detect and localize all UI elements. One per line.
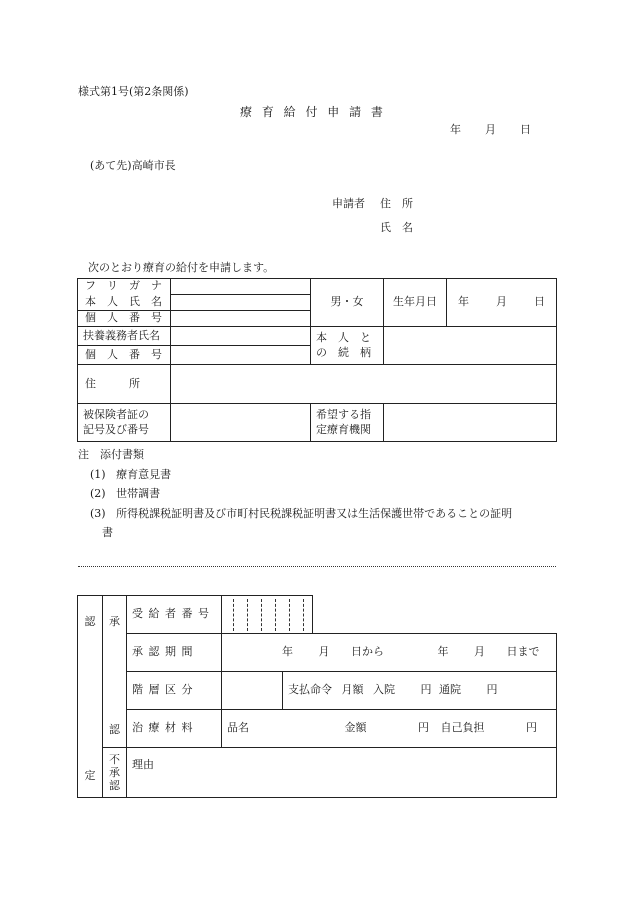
insurance-label: 被保険者証の 記号及び番号 [78,404,171,442]
period-field[interactable]: 年 月 日から 年 月 日まで [222,634,557,672]
date-day: 日 [520,123,531,136]
material-label: 治 療 材 料 [127,710,222,748]
guardian-number-label: 個 人 番 号 [78,346,171,365]
person-number-field[interactable] [171,311,311,327]
facility-field[interactable] [384,404,557,442]
person-number-label: 個 人 番 号 [78,311,171,327]
period-label: 承 認 期 間 [127,634,222,672]
application-table [77,278,557,442]
payment-order[interactable]: 支払命令 月額 入院 円 通院 円 [283,672,557,710]
reason-field[interactable]: 理由 [127,748,557,798]
recipient-number-label: 受 給 者 番 号 [127,596,222,634]
notes [78,447,558,545]
birth-date-label: 生年月日 [384,279,447,327]
person-name-label: 本 人 氏 名 [78,295,171,311]
addressee: (あて先)高崎市長 [90,159,176,172]
rejected-label: 不 承 認 [103,748,127,798]
birth-month: 月 [496,295,507,309]
guardian-name-label: 扶養義務者氏名 [78,327,171,346]
note-item: (1) 療育意見書 [90,467,172,481]
intro-text: 次のとおり療育の給付を申請します。 [88,261,275,274]
note-item-continuation: 書 [102,526,113,539]
birth-day: 日 [534,295,545,309]
cut-line [78,566,556,567]
notes-heading: 注 添付書類 [78,448,144,461]
note-item: (2) 世帯調書 [90,487,161,500]
recipient-number-blank [313,596,557,634]
tier-field[interactable] [222,672,283,710]
note-item: (3) 所得税課税証明書及び市町村民税課税証明書又は生活保護世帯であることの証明 [90,506,513,520]
recipient-number-field[interactable] [222,596,313,634]
furigana-label: フ リ ガ ナ [78,279,171,295]
furigana-field[interactable] [171,279,311,295]
guardian-name-field[interactable] [171,327,311,346]
approve-label: 承 認 [103,596,127,748]
birth-date-field[interactable] [447,279,557,327]
page-title: 療 育 給 付 申 請 書 [240,105,386,119]
approval-table [77,595,557,798]
nintei-label: 認 定 [78,596,103,798]
person-name-field[interactable] [171,295,311,311]
address-field[interactable] [171,365,557,404]
form-number: 様式第1号(第2条関係) [78,85,189,98]
applicant-label: 申請者 [332,197,365,210]
date-year: 年 [450,123,461,136]
relation-field[interactable] [384,327,557,365]
facility-label: 希望する指 定療育機関 [311,404,384,442]
date-month: 月 [485,123,496,136]
material-field[interactable]: 品名 金額 円 自己負担 円 [222,710,557,748]
birth-year: 年 [458,295,469,309]
gender-select[interactable]: 男・女 [311,279,384,327]
relation-label: 本 人 と の 続 柄 [311,327,384,365]
guardian-number-field[interactable] [171,346,311,365]
applicant-name-label: 氏 名 [380,221,413,234]
tier-label: 階 層 区 分 [127,672,222,710]
insurance-field[interactable] [171,404,311,442]
applicant-address-label: 住 所 [380,197,413,210]
address-label: 住 所 [78,365,171,404]
